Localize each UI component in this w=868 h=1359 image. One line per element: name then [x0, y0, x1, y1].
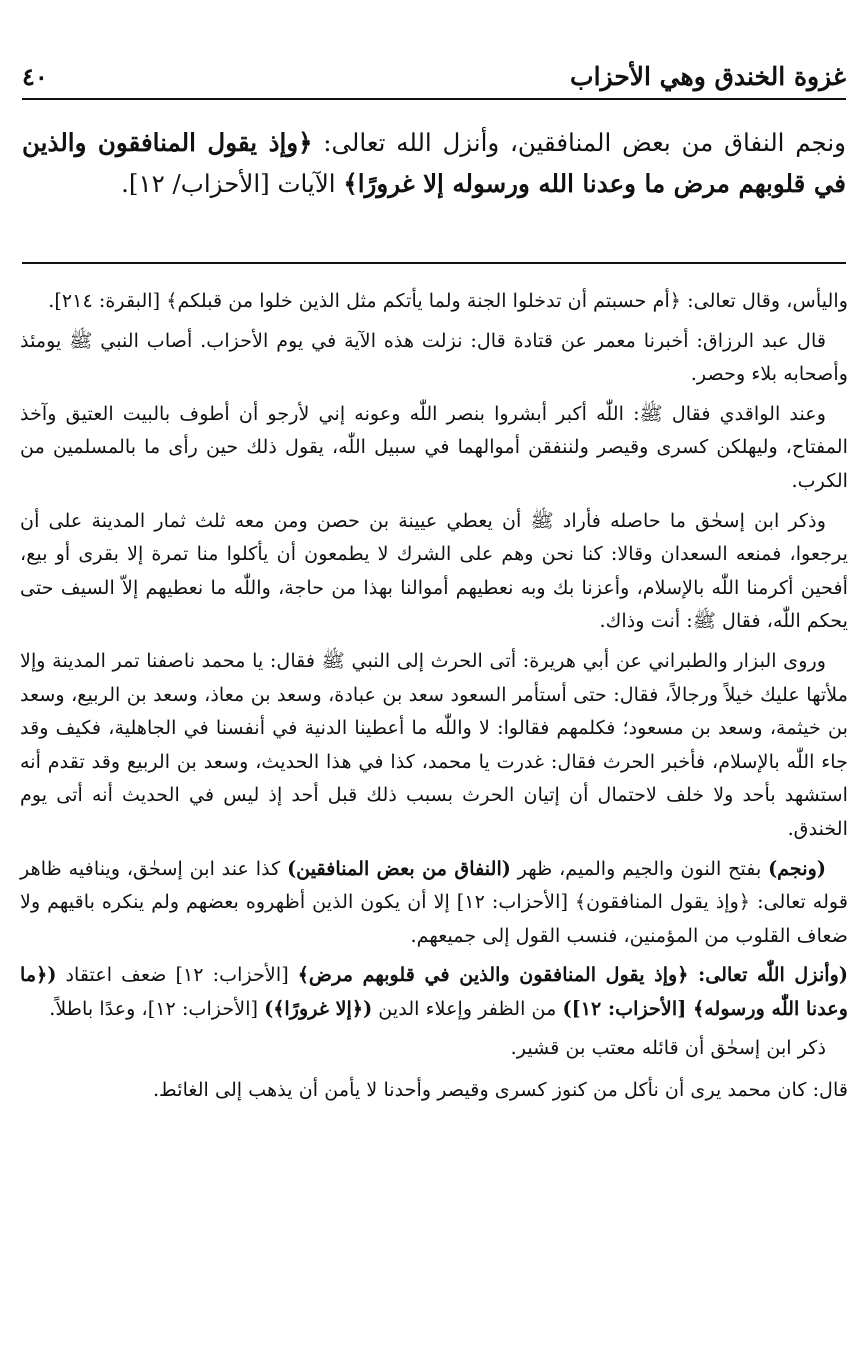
main-text-reference: الآيات [الأحزاب/ ١٢].: [121, 169, 344, 198]
commentary-paragraph: قال: كان محمد يرى أن نأكل من كنوز كسرى وقيصر وأحدنا لا يأمن أن يذهب إلى الغائط.: [152, 1078, 848, 1102]
main-text: [22, 122, 846, 204]
page-number: ٤٠: [22, 61, 48, 91]
bold-lemma: (النفاق من بعض المنافقين): [287, 856, 511, 880]
section-divider: [22, 262, 846, 264]
commentary-text: [20, 284, 848, 1113]
main-text-intro: ونجم النفاق من بعض المنافقين، وأنزل الله تعالى:: [312, 128, 846, 157]
commentary-paragraph: وذكر ابن إسحٰق ما حاصله فأراد ﷺ أن يعطي عيينة بن حصن ومن معه ثلث ثمار المدينة على أن يرجعوا، فمنعه السعدان وقالا: كنا نحن وهم على الشرك لا يطمعون أن يأكلوا منا تمرة إلا بقرى أو بيع، أفحين أكرمنا اللّٰه بالإسلام، وأعزنا بك وبه نعطيهم أموالنا بهذا من حاجة، واللّٰه ما نعطيهم إلاّ السيف حتى يحكم اللّٰه، فقال ﷺ: أنت وذاك.: [20, 508, 848, 633]
commentary-paragraph: وعند الواقدي فقال ﷺ: اللّٰه أكبر أبشروا بنصر اللّٰه وعونه إني لأرجو أن أطوف بالبيت العتيق وآخذ المفتاح، وليهلكن كسرى وقيصر ولننفقن أموالهما في سبيل اللّٰه، يقول ذلك حين رأى ما بالمسلمين من الكرب.: [20, 401, 848, 492]
commentary-paragraph: وروى البزار والطبراني عن أبي هريرة: أتى الحرث إلى النبي ﷺ فقال: يا محمد ناصفنا تمر المدينة وإلا ملأتها عليك خيلاً ورجالاً، فقال: حتى أستأمر السعود سعد بن عبادة، وسعد بن معاذ، وسعد بن الربيع، وسعد بن خيثمة، وسعد بن مسعود؛ فكلمهم فقالوا: لا واللّٰه ما أعطينا الدنية في أنفسنا في الجاهلية، فكيف وقد جاء اللّٰه بالإسلام، فأخبر الحرث فقال: غدرت يا محمد، كذا في هذا الحديث، وسعد بن الربيع وقد تقدم أنه استشهد بأحد ولا خلف لاحتمال أن إتيان الحرث بسبب ذلك قبل أحد إذ ليس في الحديث أنه أتى يوم الخندق.: [20, 648, 848, 840]
main-text-quran-quote: ﴿وإذ يقول المنافقون والذين في قلوبهم مرض ما وعدنا الله ورسوله إلا غرورًا﴾: [22, 128, 846, 198]
commentary-span: [الأحزاب: ١٢] ضعف اعتقاد: [56, 963, 298, 987]
commentary-paragraph: قال عبد الرزاق: أخبرنا معمر عن قتادة قال: نزلت هذه الآية في يوم الأحزاب. أصاب النبي ﷺ يومئذ وأصحابه بلاء وحصر.: [20, 328, 848, 386]
commentary-paragraph: واليأس، وقال تعالى: ﴿أم حسبتم أن تدخلوا الجنة ولما يأتكم مثل الذين خلوا من قبلكم﴾ [البقرة: ٢١٤].: [48, 289, 848, 312]
commentary-span: كذا عند ابن إسحٰق، وينافيه ظاهر قوله تعالى: ﴿وإذ يقول المنافقون﴾ [الأحزاب: ١٢] إلا أن يكون الذين أظهروه بعضهم ولم ينكره باقيهم ولا ضعاف القلوب من المؤمنين، فنسب القول إلى جميعهم.: [20, 856, 848, 947]
bold-lemma: (﴿ما وعدنا اللّٰه ورسوله﴾ [الأحزاب: ١٢]): [20, 963, 848, 1020]
bold-lemma: (﴿إلا غرورًا﴾): [264, 996, 373, 1020]
commentary-paragraph: [20, 958, 848, 1025]
bold-lemma: (ونجم): [768, 856, 826, 880]
commentary-paragraph: [20, 852, 848, 953]
commentary-span: [الأحزاب: ١٢]، وعدًا باطلاً.: [49, 996, 265, 1020]
running-header: [22, 56, 846, 96]
bold-lemma: (وأنزل اللّٰه تعالى: ﴿وإذ يقول المنافقون والذين في قلوبهم مرض﴾: [297, 963, 848, 987]
chapter-title: غزوة الخندق وهي الأحزاب: [570, 61, 846, 91]
commentary-span: من الظفر وإعلاء الدين: [372, 996, 563, 1020]
commentary-span: بفتح النون والجيم والميم، ظهر: [510, 856, 769, 880]
header-rule: [22, 98, 846, 100]
commentary-paragraph: ذكر ابن إسحٰق أن قائله معتب بن قشير.: [510, 1036, 826, 1060]
